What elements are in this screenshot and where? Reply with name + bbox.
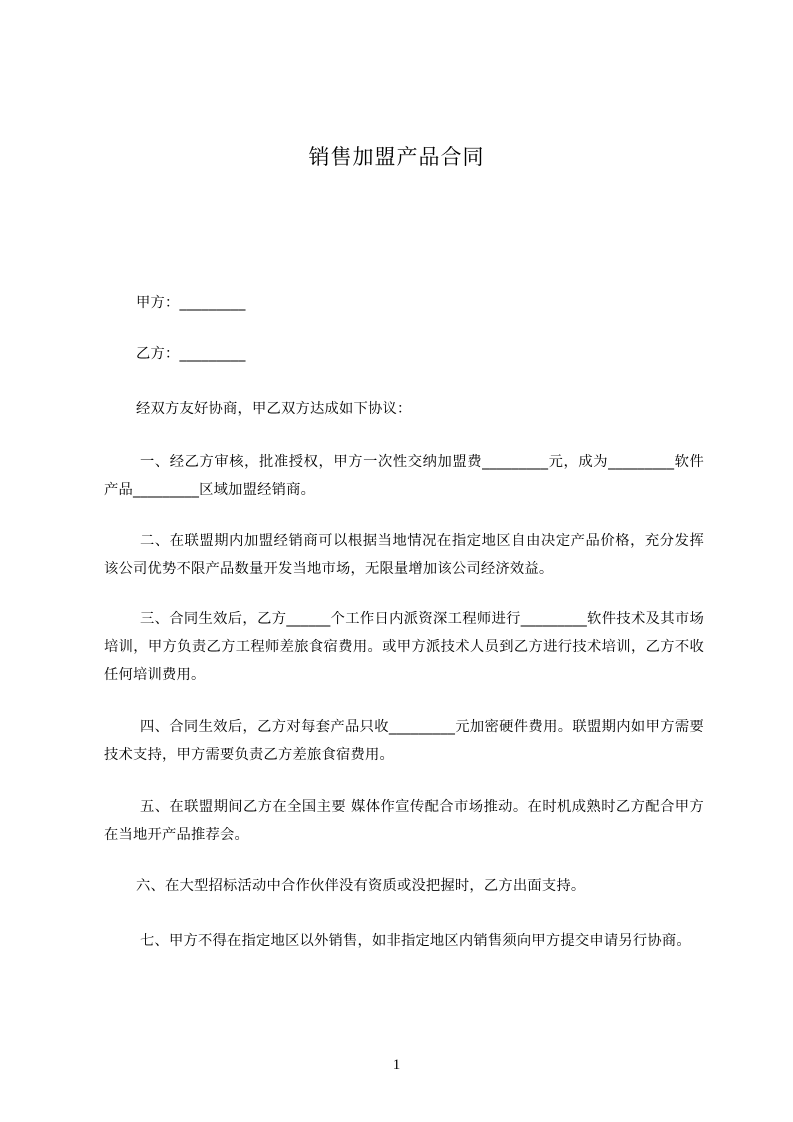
- clause-3: [104, 605, 704, 689]
- clause-text: 一、经乙方审核，批准授权，甲方一次性交纳加盟费_________元，成为_________软件产品_________区域加盟经销商。: [104, 454, 704, 498]
- clause-2: [104, 527, 704, 583]
- party-b-line: [104, 340, 704, 368]
- clause-5: [104, 793, 704, 849]
- party-a-text: 甲方：_________: [136, 295, 246, 311]
- clause-text: 七、甲方不得在指定地区以外销售，如非指定地区内销售须向甲方提交申请另行协商。: [140, 933, 691, 949]
- party-a-line: [104, 289, 704, 317]
- clause-6: [104, 872, 704, 900]
- intro-text: 经双方友好协商，甲乙双方达成如下协议：: [136, 401, 412, 417]
- page-number: 1: [392, 1057, 401, 1073]
- clause-text: 四、合同生效后，乙方对每套产品只收_________元加密硬件费用。联盟期内如甲方需要技术支持，甲方需要负责乙方差旅食宿费用。: [104, 719, 704, 763]
- document-title: 销售加盟产品合同: [308, 145, 485, 169]
- clause-text: 六、在大型招标活动中合作伙伴没有资质或没把握时，乙方出面支持。: [136, 878, 586, 894]
- clause-text: 五、在联盟期间乙方在全国主要 媒体作宣传配合市场推动。在时机成熟时乙方配合甲方在当地开产品推荐会。: [104, 799, 704, 843]
- clause-text: 三、合同生效后，乙方______个工作日内派资深工程师进行_________软件技术及其市场培训，甲方负责乙方工程师差旅食宿费用。或甲方派技术人员到乙方进行技术培训，乙方不收任何培训费用。: [104, 611, 704, 683]
- clause-1: [104, 448, 704, 504]
- clause-4: [104, 713, 704, 769]
- clause-text: 二、在联盟期内加盟经销商可以根据当地情况在指定地区自由决定产品价格，充分发挥该公司优势不限产品数量开发当地市场，无限量增加该公司经济效益。: [104, 533, 704, 577]
- intro-paragraph: [104, 395, 704, 423]
- party-b-text: 乙方：_________: [136, 346, 246, 362]
- clause-7: [104, 927, 704, 955]
